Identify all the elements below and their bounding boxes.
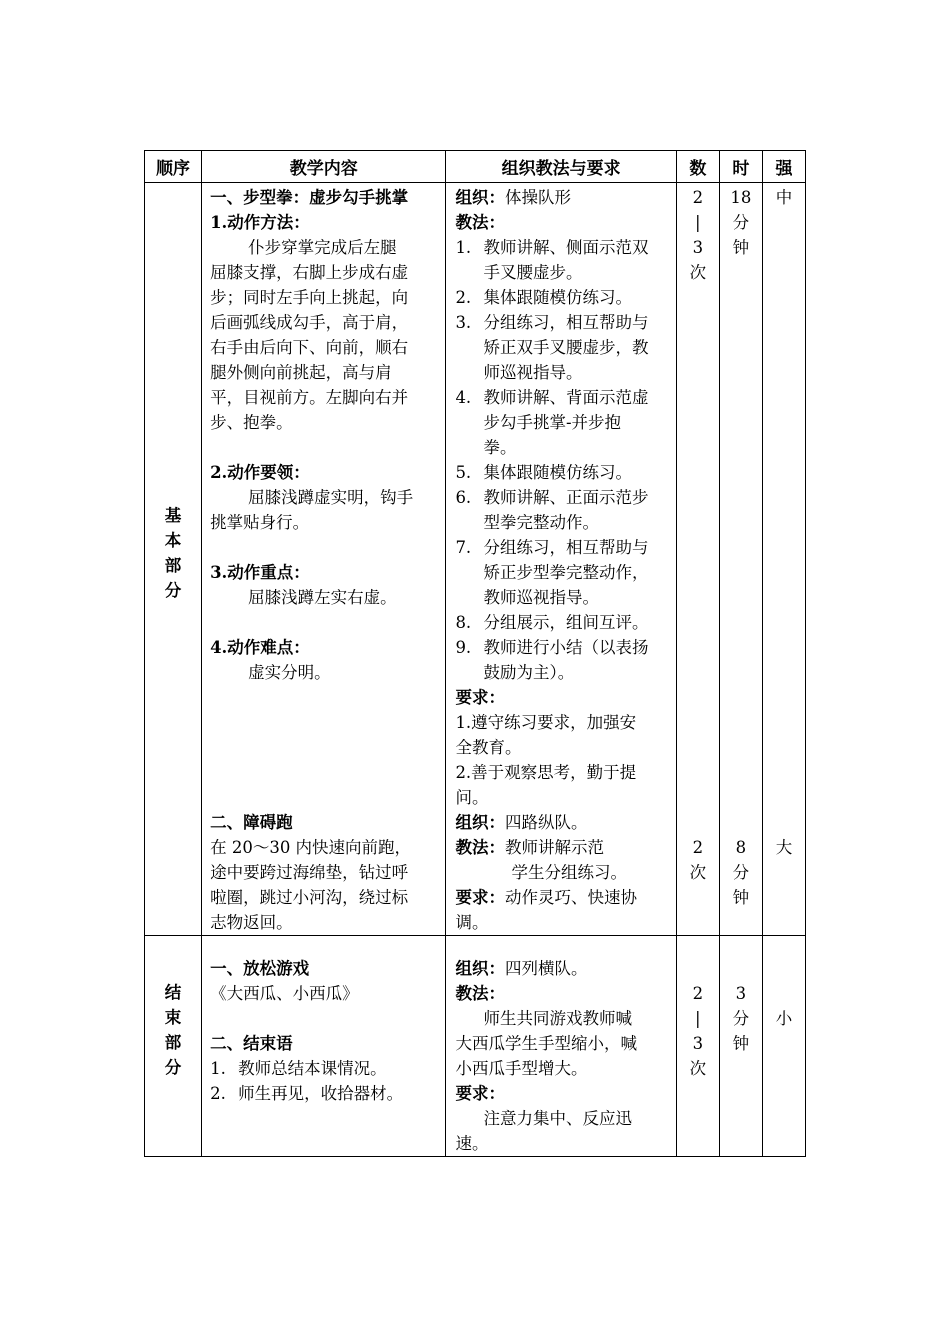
step-number: 1. bbox=[455, 238, 472, 257]
count-value: | bbox=[695, 213, 701, 232]
ending-org-cell bbox=[446, 936, 676, 1157]
ending-method-line: 大西瓜学生手型缩小，喊 bbox=[455, 1034, 637, 1053]
basic-label-char: 部 bbox=[164, 556, 182, 575]
step-item bbox=[455, 635, 671, 685]
closing-text: 教师总结本课情况。 bbox=[238, 1059, 387, 1078]
lesson-plan-table bbox=[144, 150, 806, 1157]
step-line: 师巡视指导。 bbox=[483, 363, 583, 382]
header-org: 组织教法与要求 bbox=[446, 151, 676, 183]
step-item bbox=[455, 610, 671, 635]
header-num: 数 bbox=[676, 151, 719, 183]
basic-label-char: 本 bbox=[164, 531, 182, 550]
teaching-method-label: 教法： bbox=[455, 838, 505, 857]
part2-org-line bbox=[455, 810, 671, 835]
requirements-label: 要求： bbox=[455, 888, 505, 907]
time-value: 3 bbox=[735, 984, 747, 1003]
method-line: 腿外侧向前挑起，高与肩 bbox=[210, 363, 392, 382]
step-item bbox=[455, 460, 671, 485]
ending-label-char: 部 bbox=[164, 1033, 182, 1052]
essentials-title: 2.动作要领： bbox=[210, 463, 310, 482]
intensity-value: 大 bbox=[775, 838, 793, 857]
header-time: 时 bbox=[719, 151, 762, 183]
step-line: 鼓励为主）。 bbox=[483, 663, 575, 682]
count-value: 3 bbox=[692, 238, 704, 257]
part2-method-line2: 学生分组练习。 bbox=[511, 863, 627, 882]
time-value: 钟 bbox=[732, 888, 750, 907]
count-value: 次 bbox=[689, 263, 707, 282]
header-intensity: 强 bbox=[762, 151, 805, 183]
header-row bbox=[145, 151, 806, 183]
step-item bbox=[455, 485, 671, 535]
ending-time-cell bbox=[719, 936, 762, 1157]
step-item bbox=[455, 385, 671, 460]
closing-item bbox=[210, 1056, 441, 1081]
method-line: 步；同时左手向上挑起，向 bbox=[210, 288, 409, 307]
step-line: 教师巡视指导。 bbox=[483, 588, 599, 607]
part1-title: 一、步型拳：虚步勾手挑掌 bbox=[210, 188, 409, 207]
count-value: 2 bbox=[692, 984, 704, 1003]
step-line: 教师讲解、正面示范步 bbox=[483, 488, 649, 507]
part2-req-cont: 调。 bbox=[455, 913, 489, 932]
part2-line: 途中要跨过海绵垫，钻过呼 bbox=[210, 863, 409, 882]
count-value: | bbox=[695, 1009, 701, 1028]
closing-item bbox=[210, 1081, 441, 1106]
teaching-method-label: 教法： bbox=[455, 213, 505, 232]
org-line bbox=[455, 185, 671, 210]
game-name: 《大西瓜、小西瓜》 bbox=[210, 984, 359, 1003]
part2-title: 二、障碍跑 bbox=[210, 813, 293, 832]
ending-label-char: 束 bbox=[164, 1008, 182, 1027]
time-value: 分 bbox=[732, 213, 750, 232]
basic-section-label bbox=[145, 183, 202, 936]
ending-section-row bbox=[145, 936, 806, 1157]
step-item bbox=[455, 310, 671, 385]
step-number: 8. bbox=[455, 613, 472, 632]
ending-intensity-cell bbox=[762, 936, 805, 1157]
basic-time-cell bbox=[719, 183, 762, 936]
method-line: 后画弧线成勾手，高于肩， bbox=[210, 313, 409, 332]
step-line: 集体跟随模仿练习。 bbox=[483, 288, 632, 307]
part2-line: 在 20～30 内快速向前跑， bbox=[210, 838, 412, 857]
difficulty-title: 4.动作难点： bbox=[210, 638, 310, 657]
part2-method-line bbox=[455, 835, 671, 860]
part2-line: 啦圈，跳过小河沟，绕过标 bbox=[210, 888, 409, 907]
ending-label-char: 结 bbox=[164, 983, 182, 1002]
step-number: 6. bbox=[455, 488, 472, 507]
header-content: 教学内容 bbox=[202, 151, 446, 183]
method-line: 屈膝支撑，右脚上步成右虚 bbox=[210, 263, 409, 282]
game-title: 一、放松游戏 bbox=[210, 959, 310, 978]
count-value: 次 bbox=[689, 863, 707, 882]
count-value: 3 bbox=[692, 1034, 704, 1053]
step-number: 2. bbox=[455, 288, 472, 307]
step-line: 分组展示，组间互评。 bbox=[483, 613, 649, 632]
step-item bbox=[455, 285, 671, 310]
requirement-line: 全教育。 bbox=[455, 738, 522, 757]
org-label: 组织： bbox=[455, 188, 505, 207]
key-line: 屈膝浅蹲左实右虚。 bbox=[248, 588, 397, 607]
org-value: 四路纵队。 bbox=[504, 813, 588, 832]
step-line: 型拳完整动作。 bbox=[483, 513, 599, 532]
step-item bbox=[455, 235, 671, 285]
ending-req-line: 速。 bbox=[455, 1134, 489, 1153]
step-number: 9. bbox=[455, 638, 472, 657]
ending-section-label bbox=[145, 936, 202, 1157]
step-line: 分组练习，相互帮助与 bbox=[483, 313, 649, 332]
difficulty-line: 虚实分明。 bbox=[248, 663, 331, 682]
time-value: 分 bbox=[732, 1009, 750, 1028]
closing-title: 二、结束语 bbox=[210, 1034, 293, 1053]
count-value: 2 bbox=[692, 838, 704, 857]
step-line: 拳。 bbox=[483, 438, 517, 457]
method-line: 平，目视前方。左脚向右并 bbox=[210, 388, 409, 407]
basic-intensity-cell bbox=[762, 183, 805, 936]
intensity-value: 小 bbox=[775, 1009, 793, 1028]
requirement-line: 2.善于观察思考，勤于提 bbox=[455, 763, 637, 782]
method-line: 步、抱拳。 bbox=[210, 413, 293, 432]
requirement-line: 问。 bbox=[455, 788, 489, 807]
ending-label-char: 分 bbox=[164, 1058, 182, 1077]
ending-method-line: 小西瓜手型增大。 bbox=[455, 1059, 588, 1078]
org-label: 组织： bbox=[455, 959, 505, 978]
step-line: 教师讲解、背面示范虚 bbox=[483, 388, 649, 407]
req-value: 动作灵巧、快速协 bbox=[504, 888, 637, 907]
step-line: 分组练习，相互帮助与 bbox=[483, 538, 649, 557]
step-number: 4. bbox=[455, 388, 472, 407]
part2-line: 志物返回。 bbox=[210, 913, 293, 932]
basic-count-cell bbox=[676, 183, 719, 936]
ending-count-cell bbox=[676, 936, 719, 1157]
method-line: 右手由后向下、向前，顺右 bbox=[210, 338, 409, 357]
time-value: 钟 bbox=[732, 238, 750, 257]
step-number: 7. bbox=[455, 538, 472, 557]
org-value: 四列横队。 bbox=[504, 959, 588, 978]
key-title: 3.动作重点： bbox=[210, 563, 310, 582]
step-item bbox=[455, 535, 671, 610]
time-value: 18 bbox=[730, 188, 752, 207]
ending-method-line: 师生共同游戏教师喊 bbox=[483, 1009, 632, 1028]
step-line: 集体跟随模仿练习。 bbox=[483, 463, 632, 482]
step-line: 步勾手挑掌-并步抱 bbox=[483, 413, 622, 432]
step-number: 3. bbox=[455, 313, 472, 332]
step-line: 教师讲解、侧面示范双 bbox=[483, 238, 649, 257]
count-value: 次 bbox=[689, 1059, 707, 1078]
time-value: 8 bbox=[735, 838, 747, 857]
teaching-method-label: 教法： bbox=[455, 984, 505, 1003]
essentials-line: 屈膝浅蹲虚实明，钩手 bbox=[248, 488, 414, 507]
header-seq: 顺序 bbox=[145, 151, 202, 183]
step-line: 矫正双手叉腰虚步，教 bbox=[483, 338, 649, 357]
step-line: 矫正步型拳完整动作， bbox=[483, 563, 649, 582]
time-value: 钟 bbox=[732, 1034, 750, 1053]
method-title: 1.动作方法： bbox=[210, 213, 310, 232]
basic-section-row bbox=[145, 183, 806, 936]
essentials-line: 挑掌贴身行。 bbox=[210, 513, 310, 532]
requirements-label: 要求： bbox=[455, 688, 505, 707]
method-line: 仆步穿掌完成后左腿 bbox=[248, 238, 397, 257]
step-line: 教师进行小结（以表扬 bbox=[483, 638, 649, 657]
basic-content-cell bbox=[202, 183, 446, 936]
step-line: 手叉腰虚步。 bbox=[483, 263, 583, 282]
method-value: 教师讲解示范 bbox=[504, 838, 604, 857]
basic-label-char: 基 bbox=[164, 506, 182, 525]
basic-org-cell bbox=[446, 183, 676, 936]
closing-number: 2. bbox=[210, 1084, 226, 1103]
ending-org-line bbox=[455, 956, 671, 981]
closing-text: 师生再见，收拾器材。 bbox=[238, 1084, 404, 1103]
closing-number: 1. bbox=[210, 1059, 226, 1078]
ending-req-line: 注意力集中、反应迅 bbox=[483, 1109, 632, 1128]
ending-content-cell bbox=[202, 936, 446, 1157]
basic-label-char: 分 bbox=[164, 581, 182, 600]
org-label: 组织： bbox=[455, 813, 505, 832]
time-value: 分 bbox=[732, 863, 750, 882]
part2-req-line bbox=[455, 885, 671, 910]
requirements-label: 要求： bbox=[455, 1084, 505, 1103]
intensity-value: 中 bbox=[775, 188, 793, 207]
step-number: 5. bbox=[455, 463, 472, 482]
requirement-line: 1.遵守练习要求，加强安 bbox=[455, 713, 637, 732]
count-value: 2 bbox=[692, 188, 704, 207]
org-value: 体操队形 bbox=[504, 188, 571, 207]
